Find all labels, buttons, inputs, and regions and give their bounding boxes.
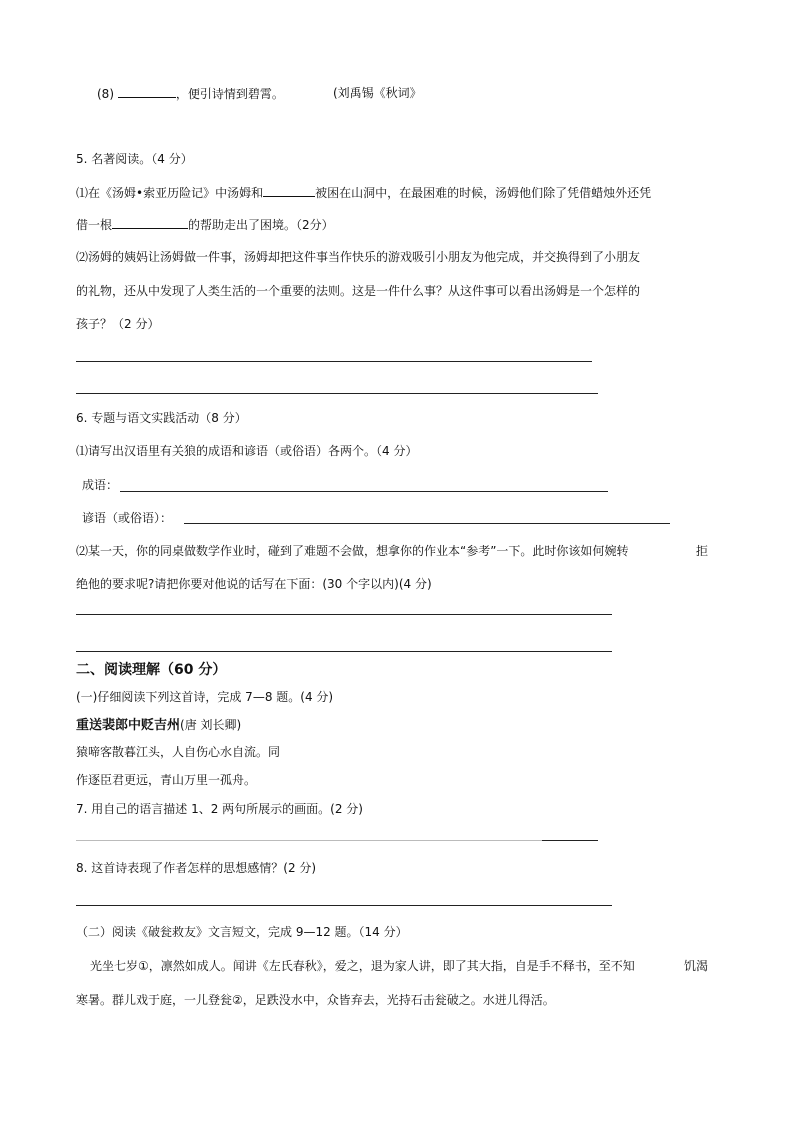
q6-part1: ⑴请写出汉语里有关狼的成语和谚语（或俗语）各两个。（4 分） [76,444,418,458]
poem-title: 重送裴郎中贬吉州 [76,718,181,733]
answer-line [76,651,612,652]
answer-line [76,614,612,615]
q6-part2-line2: 绝他的要求呢?请把你要对他说的话写在下面：(30 个字以内)(4 分) [76,577,432,591]
q5-part1-text-a: ⑴在《汤姆•索亚历险记》中汤姆和 [76,186,264,200]
prose-line-1-end: 饥渴 [684,959,709,973]
section2-title: 二、阅读理解（60 分） [76,662,227,678]
answer-line [76,840,542,841]
poem-line-2: 作逐臣君更远，青山万里一孤舟。 [76,773,257,787]
idiom-label: 成语： [82,478,119,492]
q4-item-source: (刘禹锡《秋词》 [333,86,422,100]
answer-line [76,393,598,394]
answer-blank [118,84,176,98]
q5-part1-line1 [76,183,651,202]
q5-part1-text-b: 被困在山洞中，在最困难的时候，汤姆他们除了凭借蜡烛外还凭 [315,186,652,200]
proverb-label: 谚语（或俗语）： [82,511,173,525]
q5-part2-line3: 孩子？（2 分） [76,317,160,331]
poem-author: (唐 刘长卿) [180,718,242,732]
q5-part2-line2: 的礼物，还从中发现了人类生活的一个重要的法则。这是一件什么事？从这件事可以看出汤姆是一个怎样的 [76,284,641,298]
answer-blank [112,215,188,229]
answer-blank [263,183,315,197]
q5-title: 5. 名著阅读。（4 分） [76,152,193,166]
answer-line [76,361,592,362]
q5-part1-text-c: 借一根 [76,218,113,232]
idiom-answer-line [120,491,608,492]
q5-part1-text-d: 的帮助走出了困境。（2分） [188,218,334,232]
answer-line [542,840,598,841]
q7-text: 7. 用自己的语言描述 1、2 两句所展示的画面。(2 分) [76,802,363,816]
q8-text: 8. 这首诗表现了作者怎样的思想感情？(2 分) [76,861,317,875]
prose-instructions: （二）阅读《破瓮救友》文言短文，完成 9—12 题。（14 分） [76,925,408,939]
q5-part2-line1: ⑵汤姆的姨妈让汤姆做一件事，汤姆却把这件事当作快乐的游戏吸引小朋友为他完成，并交换得到了小朋友 [76,250,641,264]
prose-line-2: 寒暑。群儿戏于庭，一儿登瓮②，足跌没水中，众皆弃去，光持石击瓮破之。水迸儿得活。 [76,993,555,1007]
prose-line-1: 光坐七岁①，凛然如成人。闻讲《左氏春秋》，爱之，退为家人讲，即了其大指，自是手不释书，至不知 [90,959,635,973]
q6-part2-line1-end: 拒 [696,544,709,558]
q4-item-number: (8) [97,87,114,101]
q4-item-8 [97,84,284,103]
q6-title: 6. 专题与语文实践活动（8 分） [76,411,247,425]
q5-part1-line2 [76,215,334,234]
proverb-answer-line [184,523,670,524]
answer-line [76,905,612,906]
poem-line-1: 猿啼客散暮江头，人自伤心水自流。同 [76,745,281,759]
poem-heading [76,716,241,735]
q6-part2-line1: ⑵某一天，你的同桌做数学作业时，碰到了难题不会做，想拿你的作业本“参考”一下。此时你该如何婉转 [76,544,629,558]
poem-instructions: (一)仔细阅读下列这首诗，完成 7—8 题。(4 分) [76,690,334,704]
q4-item-text: ，便引诗情到碧霄。 [175,87,284,101]
